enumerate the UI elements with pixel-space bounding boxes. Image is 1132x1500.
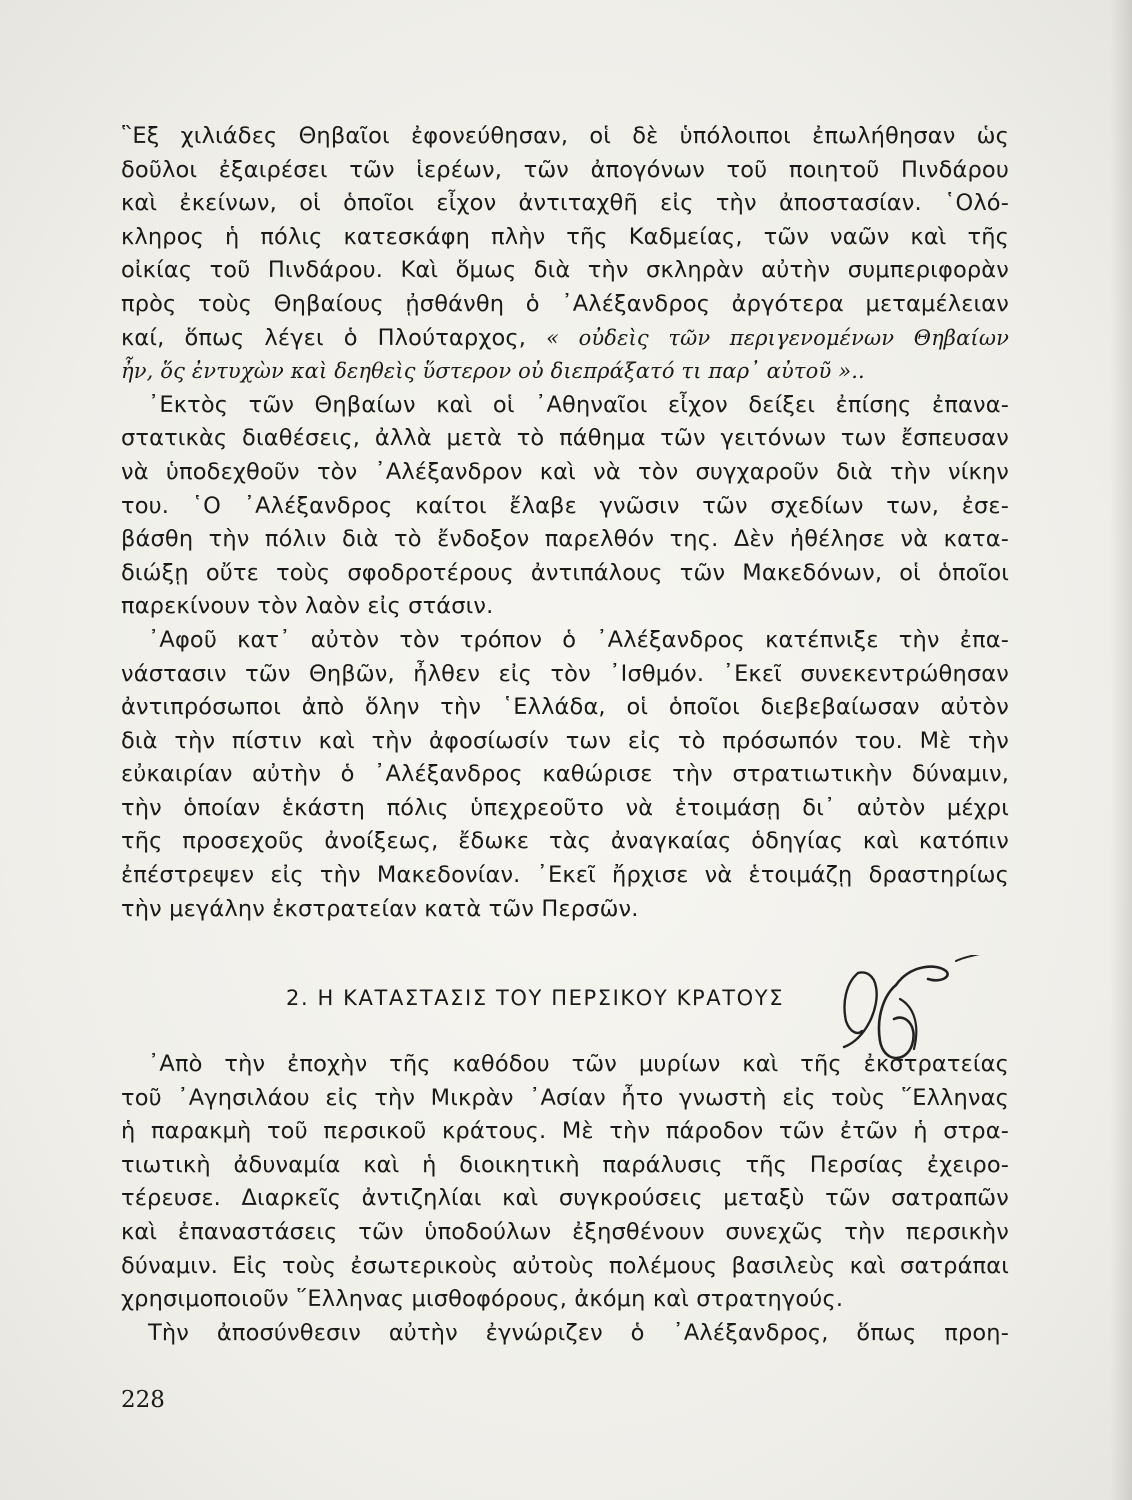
text-line: ἡ παρακμὴ τοῦ περσικοῦ κράτους. Μὲ τὴν πάροδον τῶν ἐτῶν ἡ στρα- <box>121 1118 1009 1145</box>
paragraph-1 <box>121 120 1009 389</box>
text-line: τιωτικὴ ἀδυναμία καὶ ἡ διοικητικὴ παράλυσις τῆς Περσίας ἐχειρο- <box>121 1151 1009 1178</box>
text-line: ᾿Αφοῦ κατ᾿ αὐτὸν τὸν τρόπον ὁ ᾿Αλέξανδρος κατέπνιξε τὴν ἐπα- <box>148 626 1009 653</box>
text-line: Τὴν ἀποσύνθεσιν αὐτὴν ἐγνώριζεν ὁ ᾿Αλέξανδρος, ὅπως προη- <box>148 1319 1009 1346</box>
text-line: του. ῾Ο ᾿Αλέξανδρος καίτοι ἔλαβε γνῶσιν τῶν σχεδίων των, ἐσε- <box>121 492 1009 519</box>
plutarch-quote-end: ἦν, ὅς ἐντυχὼν καὶ δεηθεὶς ὕστερον οὐ διεπράξατό τι παρ᾿ αὐτοῦ ».. <box>121 359 865 384</box>
text-line-with-quote <box>121 322 1009 356</box>
text-line: καὶ ἐκείνων, οἱ ὁποῖοι εἶχον ἀντιταχθῆ εἰς τὴν ἀποστασίαν. ῾Ολό- <box>121 190 1009 217</box>
text-line: διὰ τὴν πίστιν καὶ τὴν ἀφοσίωσίν των εἰς τὸ πρόσωπόν του. Μὲ τὴν <box>121 727 1009 754</box>
text-line: διώξῃ οὔτε τοὺς σφοδροτέρους ἀντιπάλους τῶν Μακεδόνων, οἱ ὁποῖοι <box>121 559 1009 586</box>
text-line: τοῦ ᾿Αγησιλάου εἰς τὴν Μικρὰν ᾿Ασίαν ἦτο γνωστὴ εἰς τοὺς ῞Ελληνας <box>121 1084 1009 1111</box>
text-line: πρὸς τοὺς Θηβαίους ᾐσθάνθη ὁ ᾿Αλέξανδρος ἀργότερα μεταμέλειαν <box>121 290 1009 317</box>
spine-shadow <box>1110 0 1132 1500</box>
text-line: οἰκίας τοῦ Πινδάρου. Καὶ ὅμως διὰ τὴν σκληρὰν αὐτὴν συμπεριφορὰν <box>121 257 1009 284</box>
text-line: δοῦλοι ἐξαιρέσει τῶν ἱερέων, τῶν ἀπογόνων τοῦ ποιητοῦ Πινδάρου <box>121 156 1009 183</box>
section-heading: 2. Η ΚΑΤΑΣΤΑΣΙΣ ΤΟΥ ΠΕΡΣΙΚΟΥ ΚΡΑΤΟΥΣ <box>286 986 785 1010</box>
text-line: τῆς προσεχοῦς ἀνοίξεως, ἔδωκε τὰς ἀναγκαίας ὁδηγίας καὶ κατόπιν <box>121 828 1009 855</box>
text-line: στατικὰς διαθέσεις, ἀλλὰ μετὰ τὸ πάθημα τῶν γειτόνων των ἔσπευσαν <box>121 425 1009 452</box>
text-line: τέρευσε. Διαρκεῖς ἀντιζηλίαι καὶ συγκρούσεις μεταξὺ τῶν σατραπῶν <box>121 1185 1009 1212</box>
page-number: 228 <box>121 1387 165 1413</box>
text-line: εὐκαιρίαν αὐτὴν ὁ ᾿Αλέξανδρος καθώρισε τὴν στρατιωτικὴν δύναμιν, <box>121 761 1009 788</box>
text-line: ᾿Εκτὸς τῶν Θηβαίων καὶ οἱ ᾿Αθηναῖοι εἶχον δείξει ἐπίσης ἐπανα- <box>148 391 1009 418</box>
text-line: δύναμιν. Εἰς τοὺς ἐσωτερικοὺς αὐτοὺς πολέμους βασιλεὺς καὶ σατράπαι <box>121 1252 1009 1279</box>
text-line: ἐπέστρεψεν εἰς τὴν Μακεδονίαν. ᾿Εκεῖ ἤρχισε νὰ ἑτοιμάζῃ δραστηρίως <box>121 862 1009 889</box>
text-line: νὰ ὑποδεχθοῦν τὸν ᾿Αλέξανδρον καὶ νὰ τὸν συγχαροῦν διὰ τὴν νίκην <box>121 458 1009 485</box>
text-line: ῝Εξ χιλιάδες Θηβαῖοι ἐφονεύθησαν, οἱ δὲ ὑπόλοιποι ἐπωλήθησαν ὡς <box>121 123 1009 149</box>
text-line: τὴν μεγάλην ἐκστρατείαν κατὰ τῶν Περσῶν. <box>121 895 639 922</box>
text-line: κληρος ἡ πόλις κατεσκάφη πλὴν τῆς Καδμείας, τῶν ναῶν καὶ τῆς <box>121 223 1009 250</box>
paragraph-3 <box>121 624 1009 926</box>
text-line: χρησιμοποιοῦν ῞Ελληνας μισθοφόρους, ἀκόμη καὶ στρατηγούς. <box>121 1286 844 1313</box>
text-line: ᾿Απὸ τὴν ἐποχὴν τῆς καθόδου τῶν μυρίων καὶ τῆς ἐκστρατείας <box>148 1051 1009 1077</box>
text-line: καί, ὅπως λέγει ὁ Πλούταρχος, <box>121 324 527 351</box>
text-block-upper <box>121 120 1009 926</box>
text-line: παρεκίνουν τὸν λαὸν εἰς στάσιν. <box>121 593 494 620</box>
paragraph-2 <box>121 389 1009 624</box>
paragraph-5 <box>121 1317 1009 1351</box>
text-line: βάσθη τὴν πόλιν διὰ τὸ ἔνδοξον παρελθόν της. Δὲν ἠθέλησε νὰ κατα- <box>121 526 1009 553</box>
plutarch-quote-start: « οὐδεὶς τῶν περιγενομένων Θηβαίων <box>546 325 1009 350</box>
text-line: νάστασιν τῶν Θηβῶν, ἦλθεν εἰς τὸν ᾿Ισθμόν. ᾿Εκεῖ συνεκεντρώθησαν <box>121 660 1009 687</box>
text-block-lower <box>121 1048 1009 1350</box>
text-line: ἀντιπρόσωποι ἀπὸ ὅλην τὴν ῾Ελλάδα, οἱ ὁποῖοι διεβεβαίωσαν αὐτὸν <box>121 694 1009 721</box>
text-line: τὴν ὁποίαν ἑκάστη πόλις ὑπεχρεοῦτο νὰ ἑτοιμάσῃ δι᾿ αὐτὸν μέχρι <box>121 794 1009 821</box>
paragraph-4 <box>121 1048 1009 1317</box>
text-line: καὶ ἐπαναστάσεις τῶν ὑποδούλων ἐξησθένουν συνεχῶς τὴν περσικὴν <box>121 1218 1009 1245</box>
